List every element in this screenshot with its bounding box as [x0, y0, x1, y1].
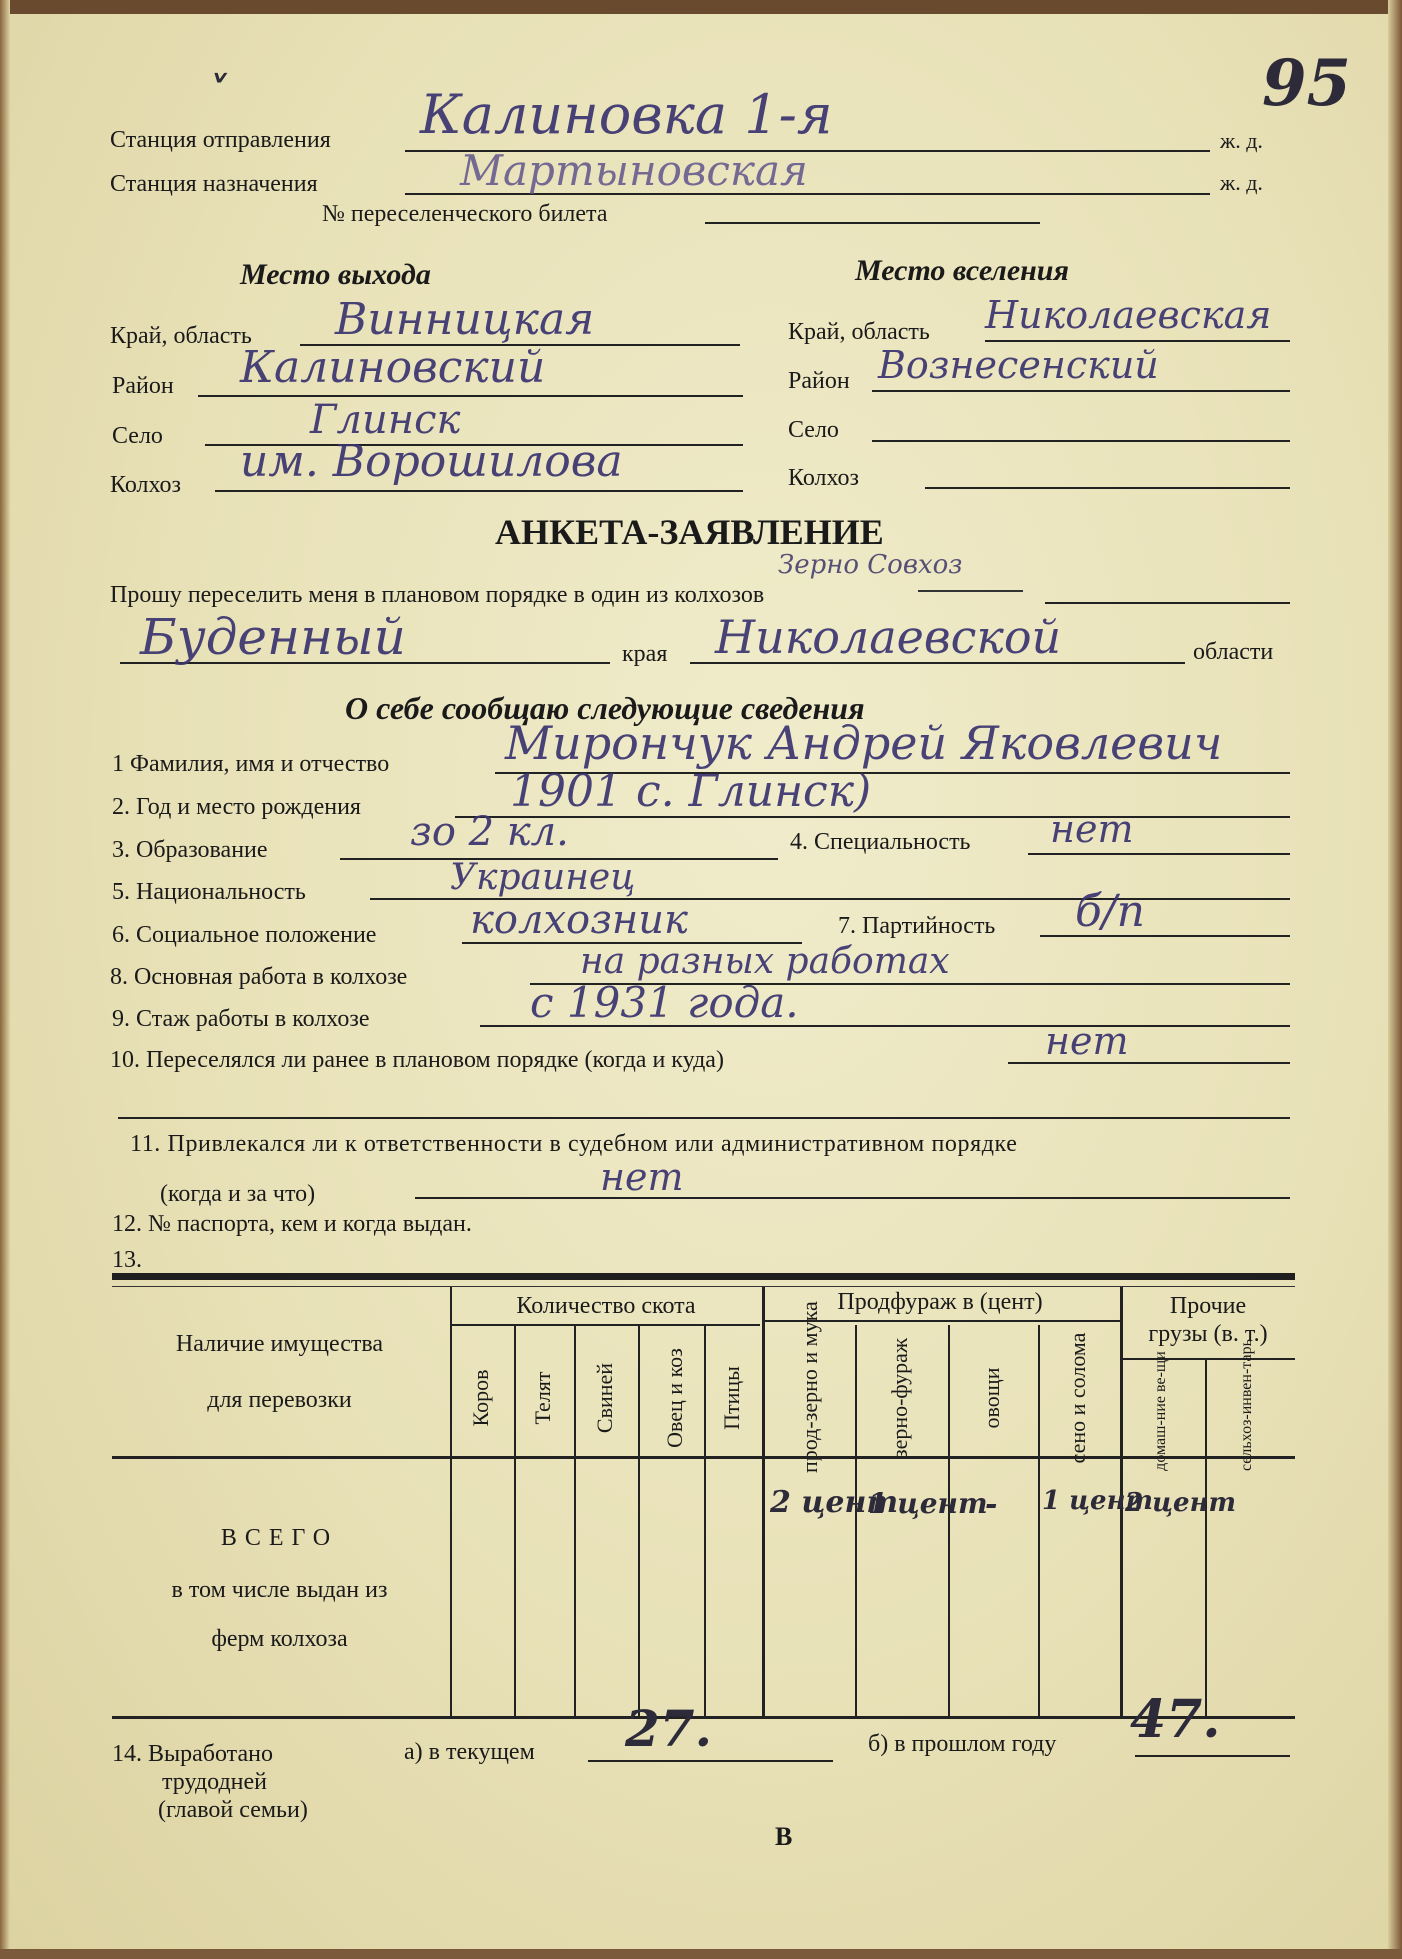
col-birds: Птицы [719, 1366, 744, 1430]
arrival-value: Мартыновская [460, 146, 808, 195]
q12-label: 12. № паспорта, кем и когда выдан. [112, 1211, 472, 1237]
kolkhoz-name-value: Буденный [140, 608, 406, 666]
last-label: б) в прошлом году [868, 1731, 1057, 1757]
settle-district-value: Вознесенский [878, 343, 1159, 387]
q4-value: нет [1050, 807, 1134, 851]
table-left-header-line1: Наличие имущества [175, 1331, 384, 1357]
exit-village-label: Село [112, 423, 163, 449]
group-other-line1: Прочие [1169, 1293, 1247, 1319]
last-line [1135, 1755, 1290, 1757]
scan-edge-right [1388, 0, 1402, 1959]
request-text: Прошу переселить меня в плановом порядке в один из колхозов [110, 582, 765, 608]
q4-label: 4. Специальность [790, 829, 971, 855]
group-livestock-rule [452, 1324, 760, 1326]
strike-kolkhozov [918, 590, 1023, 592]
q11-label-line2: (когда и за что) [160, 1181, 316, 1207]
q6-label: 6. Социальное положение [112, 922, 377, 948]
settle-district-line [872, 390, 1290, 392]
table-vline-7 [948, 1325, 950, 1717]
settle-region-label: Край, область [788, 319, 930, 345]
q8-value: на разных работах [580, 941, 950, 982]
request-line [1045, 602, 1290, 604]
row-label-line1: ВСЕГО [220, 1525, 339, 1551]
col-hay: сено и солома [1065, 1332, 1090, 1464]
table-vline-5 [762, 1287, 765, 1717]
oblast-value: Николаевской [715, 610, 1062, 664]
q13-label: 13. [112, 1247, 142, 1273]
last-value: 47. [1130, 1689, 1221, 1750]
exit-kolkhoz-label: Колхоз [110, 472, 182, 498]
form-title: АНКЕТА-ЗАЯВЛЕНИЕ [495, 512, 884, 552]
table-vline-6 [855, 1325, 857, 1717]
q5-value: Украинец [450, 857, 636, 898]
scan-edge-bottom [0, 1949, 1402, 1959]
row-label-line2: в том числе выдан из [171, 1577, 388, 1603]
q9-label: 9. Стаж работы в колхозе [112, 1006, 370, 1032]
departure-suffix: ж. д. [1220, 128, 1263, 153]
q9-value: с 1931 года. [530, 978, 799, 1027]
table-vline-1 [514, 1325, 516, 1717]
section-title: О себе сообщаю следующие сведения [345, 690, 865, 726]
col-pigs: Свиней [592, 1362, 617, 1434]
exit-kolkhoz-value: им. Ворошилова [240, 436, 623, 487]
exit-village-value: Глинск [310, 397, 461, 443]
page-letter: В [775, 1822, 793, 1851]
exit-region-label: Край, область [110, 323, 252, 349]
table-vline-8 [1038, 1325, 1040, 1717]
col-feed: зерно-фураж [887, 1337, 912, 1459]
settle-region-line [985, 340, 1290, 342]
tick-mark: ˅ [210, 68, 230, 115]
val-veg: - [985, 1487, 998, 1522]
col-sheep: Овец и коз [662, 1348, 687, 1448]
group-other-rule [1122, 1358, 1295, 1360]
col-veg: овощи [979, 1367, 1004, 1429]
table-vline-0 [450, 1287, 452, 1717]
table-vline-3 [638, 1325, 640, 1717]
settle-kolkhoz-line [925, 487, 1290, 489]
q1-label: 1 Фамилия, имя и отчество [112, 751, 390, 777]
q11-value: нет [600, 1155, 684, 1199]
q7-value: б/п [1075, 886, 1146, 937]
q7-label: 7. Партийность [838, 913, 996, 939]
row-label-line3: ферм колхоза [211, 1626, 348, 1652]
q10-extra-line [118, 1117, 1290, 1119]
col-grain: прод-зерно и мука [797, 1301, 822, 1473]
q1-value: Мирончук Андрей Яковлевич [505, 716, 1223, 770]
exit-district-label: Район [112, 373, 174, 399]
group-livestock: Количество скота [516, 1293, 696, 1319]
settle-place-title: Место вселения [855, 254, 1069, 287]
page-mark: 95 [1262, 46, 1352, 121]
settle-kolkhoz-label: Колхоз [788, 465, 860, 491]
col-home: домаш-ние ве-щи [1152, 1351, 1169, 1471]
col-cows: Коров [468, 1369, 493, 1427]
table-top-rule2 [112, 1286, 1295, 1287]
q10-value: нет [1045, 1019, 1129, 1063]
departure-label: Станция отправления [110, 127, 331, 153]
correction-note: Зерно Совхоз [778, 550, 963, 580]
q10-label: 10. Переселялся ли ранее в плановом порядке (когда и куда) [110, 1047, 724, 1073]
scan-edge-top [0, 0, 1402, 14]
current-value: 27. [625, 1699, 712, 1758]
exit-kolkhoz-line [215, 490, 743, 492]
val-home: 2 цент [1125, 1488, 1237, 1518]
q2-value: 1901 с. Глинск) [510, 766, 872, 817]
col-inventory: сельхоз-инвен-тарь [1238, 1339, 1255, 1471]
col-calves: Телят [530, 1371, 555, 1425]
settle-region-value: Николаевская [985, 293, 1272, 337]
settle-district-label: Район [788, 368, 850, 394]
table-vline-2 [574, 1325, 576, 1717]
scan-edge-left [0, 0, 10, 1959]
table-left-header-line2: для перевозки [207, 1387, 352, 1413]
q14-label-line1: 14. Выработано [112, 1741, 273, 1767]
oblast-label: области [1193, 639, 1274, 665]
q3-label: 3. Образование [112, 837, 268, 863]
exit-region-value: Винницкая [335, 294, 595, 345]
table-vline-10 [1205, 1360, 1207, 1717]
val-feed: 1 цент [868, 1487, 988, 1520]
table-header-bottom [112, 1456, 1295, 1459]
q3-value: зо 2 кл. [410, 809, 569, 855]
table-vline-4 [704, 1325, 706, 1717]
q11-line [415, 1197, 1290, 1199]
q2-label: 2. Год и место рождения [112, 794, 361, 820]
group-other-line2: грузы (в. т.) [1148, 1321, 1268, 1347]
ticket-label: № переселенческого билета [322, 201, 608, 227]
q14-label-line3: (главой семьи) [158, 1797, 308, 1823]
q14-label-line2: трудодней [162, 1769, 268, 1795]
table-top-rule [112, 1273, 1295, 1280]
q8-label: 8. Основная работа в колхозе [110, 964, 408, 990]
val-grain: 2 цент [770, 1485, 899, 1520]
kray-label: края [622, 641, 668, 667]
ticket-line [705, 222, 1040, 224]
current-line [588, 1760, 833, 1762]
q4-line [1028, 853, 1290, 855]
arrival-label: Станция назначения [110, 171, 318, 197]
exit-district-line [198, 395, 743, 397]
departure-value: Калиновка 1-я [420, 83, 833, 146]
exit-district-value: Калиновский [240, 342, 546, 393]
q6-value: колхозник [470, 897, 688, 943]
group-fodder: Продфураж в (цент) [837, 1289, 1043, 1315]
settle-village-label: Село [788, 417, 839, 443]
val-hay: 1 цент [1042, 1486, 1154, 1516]
exit-place-title: Место выхода [240, 258, 431, 291]
q5-label: 5. Национальность [112, 879, 306, 905]
settle-village-line [872, 440, 1290, 442]
current-label: а) в текущем [404, 1739, 535, 1765]
q11-label-line1: 11. Привлекался ли к ответственности в судебном или административном порядке [130, 1131, 1018, 1157]
arrival-suffix: ж. д. [1220, 170, 1263, 195]
